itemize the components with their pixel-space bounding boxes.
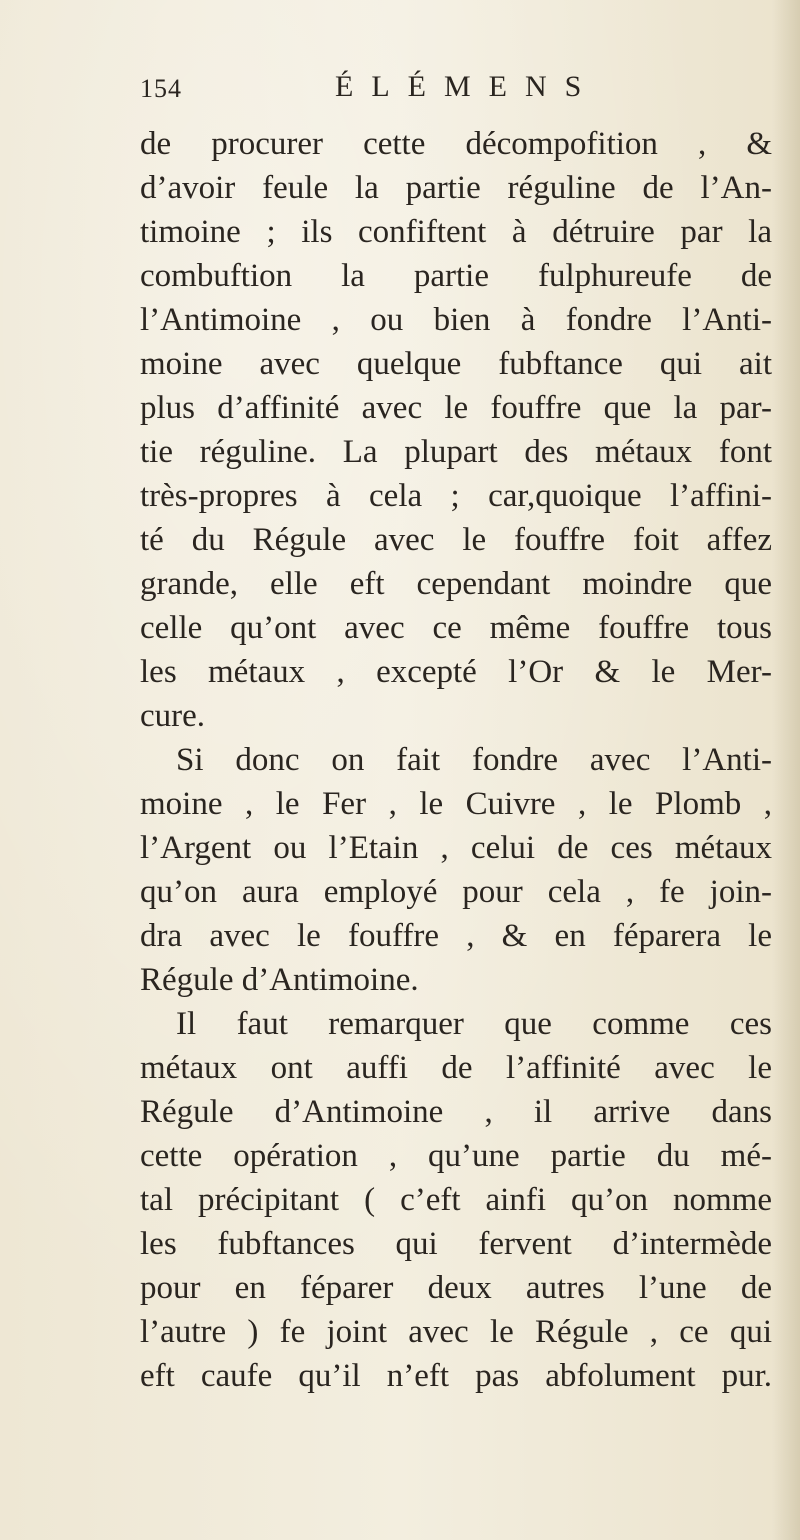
text-line: tal précipitant ( c’eft ainfi qu’on nomme	[140, 1182, 772, 1218]
text-line-paragraph-start: Il faut remarquer que comme ces	[176, 1006, 772, 1042]
text-line-paragraph-end: cure.	[140, 698, 206, 734]
text-line: qu’on aura employé pour cela , fe join-	[140, 874, 772, 910]
text-line: métaux ont auffi de l’affinité avec le	[140, 1050, 772, 1086]
text-line: les métaux , excepté l’Or & le Mer-	[140, 654, 772, 690]
text-line: plus d’affinité avec le fouffre que la par-	[140, 390, 772, 426]
text-line: les fubftances qui fervent d’intermède	[140, 1226, 772, 1262]
text-line: grande, elle eft cependant moindre que	[140, 566, 772, 602]
text-line: té du Régule avec le fouffre foit affez	[140, 522, 772, 558]
text-line: l’Antimoine , ou bien à fondre l’Anti-	[140, 302, 772, 338]
page-number: 154	[140, 74, 182, 103]
text-line: tie réguline. La plupart des métaux font	[140, 434, 772, 470]
text-line: de procurer cette décompofition , &	[140, 126, 772, 162]
page-header	[140, 70, 700, 110]
text-line-paragraph-start: Si donc on fait fondre avec l’Anti-	[176, 742, 772, 778]
text-line: pour en féparer deux autres l’une de	[140, 1270, 772, 1306]
text-line: timoine ; ils confiftent à détruire par la	[140, 214, 772, 250]
text-line: dra avec le fouffre , & en féparera le	[140, 918, 772, 954]
page-edge-shadow	[772, 0, 800, 1540]
text-line: cette opération , qu’une partie du mé-	[140, 1138, 772, 1174]
text-line: eft caufe qu’il n’eft pas abfolument pur.	[140, 1358, 772, 1394]
text-line: l’autre ) fe joint avec le Régule , ce qui	[140, 1314, 772, 1350]
text-line: très-propres à cela ; car,quoique l’affini-	[140, 478, 772, 514]
text-line: d’avoir feule la partie réguline de l’An-	[140, 170, 772, 206]
text-line: moine , le Fer , le Cuivre , le Plomb ,	[140, 786, 772, 822]
body-text	[140, 122, 772, 1398]
text-line: celle qu’ont avec ce même fouffre tous	[140, 610, 772, 646]
text-line: l’Argent ou l’Etain , celui de ces métaux	[140, 830, 772, 866]
text-line: combuftion la partie fulphureufe de	[140, 258, 772, 294]
running-head: ÉLÉMENS	[335, 70, 600, 103]
text-line: Régule d’Antimoine , il arrive dans	[140, 1094, 772, 1130]
text-line-paragraph-end: Régule d’Antimoine.	[140, 962, 419, 998]
text-line: moine avec quelque fubftance qui ait	[140, 346, 772, 382]
